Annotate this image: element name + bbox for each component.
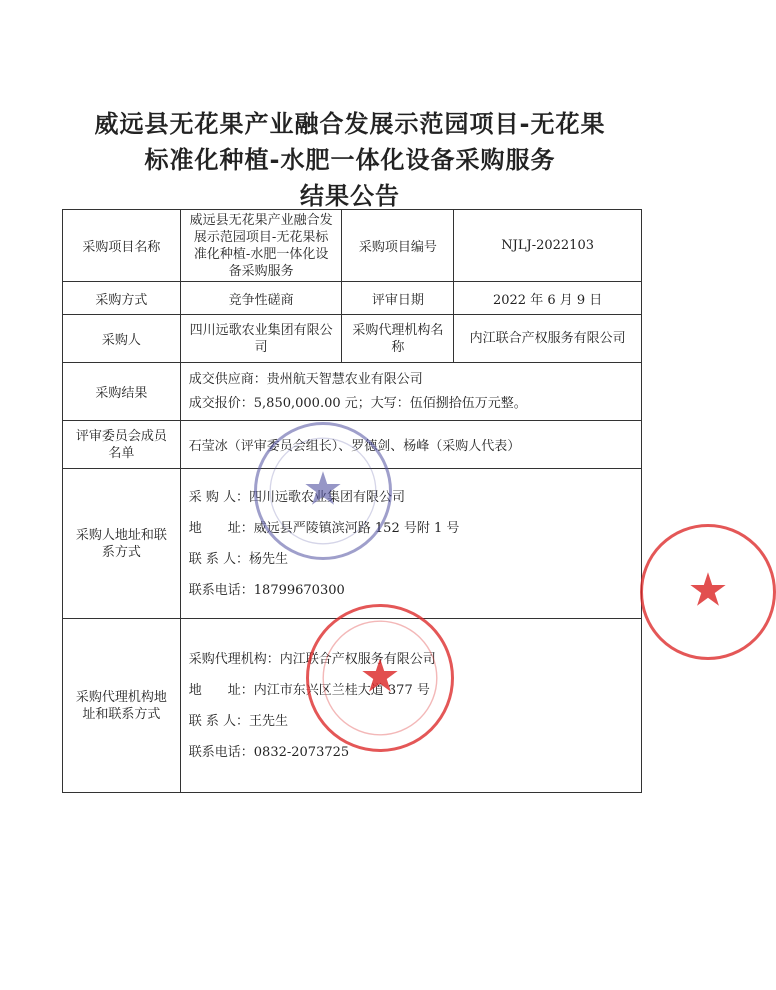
row-result [63,363,642,421]
committee-value: 石莹冰（评审委员会组长）、罗德剑、杨峰（采购人代表） [180,421,641,469]
row-agency-contact [63,619,642,793]
purchaser-contact-name: 采 购 人：四川远歌农业集团有限公司 [188,489,406,505]
star-icon: ★ [359,648,401,703]
row-committee [63,421,642,469]
purchaser-contact-address: 地 址：威远县严陵镇滨河路 152 号附 1 号 [188,520,460,536]
method-value: 竞争性磋商 [180,282,342,315]
notice-title-line-2: 标准化种植-水肥一体化设备采购服务 [144,146,556,174]
project-name-value: 威远县无花果产业融合发展示范园项目-无花果标准化种植-水肥一体化设备采购服务 [180,210,342,282]
agency-seal-partial [640,524,776,660]
row-purchaser [63,315,642,363]
result-supplier: 成交供应商：贵州航天智慧农业有限公司 [188,371,423,387]
agency-contact-phone: 联系电话：0832-2073725 [188,744,350,760]
purchaser-contact-phone: 联系电话：18799670300 [188,582,345,598]
row-purchaser-contact [63,469,642,619]
purchaser-value: 四川远歌农业集团有限公司 [180,315,342,363]
star-icon: ★ [302,461,344,516]
agency-contact-person: 联 系 人：王先生 [188,713,289,729]
result-price: 成交报价：5,850,000.00 元；大写：伍佰捌拾伍万元整。 [188,395,527,411]
review-date-label: 评审日期 [342,282,454,315]
notice-title-line-1: 威远县无花果产业融合发展示范园项目-无花果 [94,110,606,138]
star-icon: ★ [687,562,729,617]
method-label: 采购方式 [63,282,181,315]
purchaser-contact-person: 联 系 人：杨先生 [188,551,289,567]
purchaser-contact-label: 采购人地址和联系方式 [63,469,181,619]
result-cell [180,363,641,421]
procurement-result-table [62,209,642,793]
agency-label: 采购代理机构名称 [342,315,454,363]
agency-contact-label: 采购代理机构地址和联系方式 [63,619,181,793]
purchaser-label: 采购人 [63,315,181,363]
project-no-label: 采购项目编号 [342,210,454,282]
agency-contact-name: 采购代理机构：内江联合产权服务有限公司 [188,651,436,667]
agency-contact-address: 地 址：内江市东兴区兰桂大道 377 号 [188,682,430,698]
row-method [63,282,642,315]
result-label: 采购结果 [63,363,181,421]
project-no-value: NJLJ-2022103 [454,210,642,282]
purchaser-contact-cell [180,469,641,619]
agency-value: 内江联合产权服务有限公司 [454,315,642,363]
agency-contact-cell [180,619,641,793]
project-name-label: 采购项目名称 [63,210,181,282]
row-project [63,210,642,282]
review-date-value: 2022 年 6 月 9 日 [454,282,642,315]
committee-label: 评审委员会成员名单 [63,421,181,469]
notice-title-line-3: 结果公告 [300,182,400,210]
